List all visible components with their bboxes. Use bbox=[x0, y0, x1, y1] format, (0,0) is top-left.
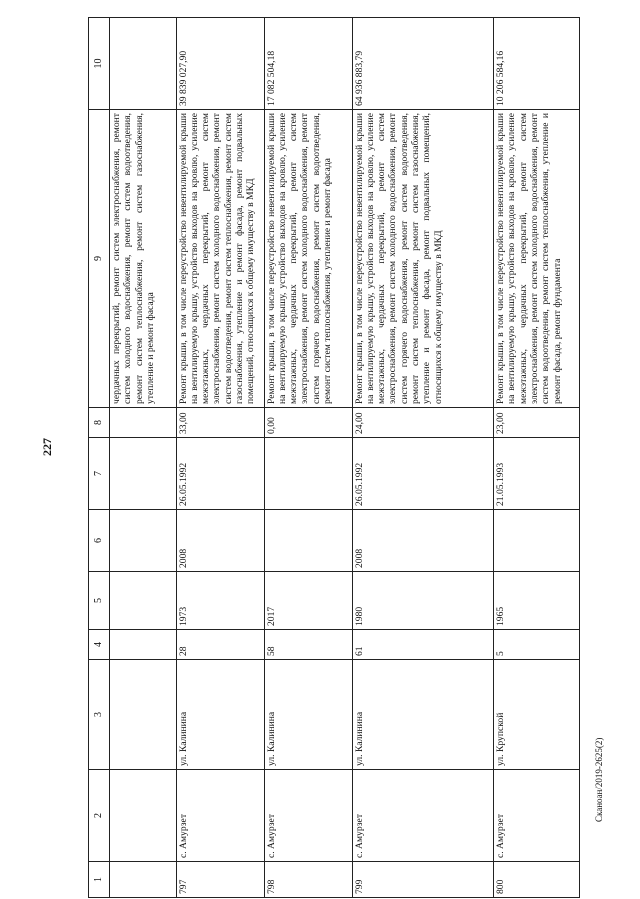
header-cell: 8 bbox=[89, 408, 110, 438]
year-built-cell: 2017 bbox=[264, 572, 352, 630]
date-cell: 21.05.1993 bbox=[494, 438, 580, 510]
wear-cell: 33,00 bbox=[176, 408, 264, 438]
row-number: 800 bbox=[494, 862, 580, 898]
sum-cell: 39 839 027,90 bbox=[176, 18, 264, 110]
table-row bbox=[494, 18, 580, 898]
header-row bbox=[89, 18, 110, 898]
header-cell: 2 bbox=[89, 770, 110, 862]
sum-cell: 64 936 883,79 bbox=[352, 18, 494, 110]
settlement-cell: с. Амурзет bbox=[352, 770, 494, 862]
house-cell: 5 bbox=[494, 630, 580, 660]
street-cell: ул. Калинина bbox=[176, 660, 264, 770]
date-cell: 26.05.1992 bbox=[176, 438, 264, 510]
repair-program-table bbox=[88, 17, 580, 898]
table-row bbox=[352, 18, 494, 898]
works-cell: Ремонт крыши, в том числе переустройство невентилируемой крыши на вентилируемую крышу, устройство выходов на кровлю, усиление межэтажных, чердачных перекрытий, ремонт систем электроснабжения, ремонт систем холодного водоснабжения, ремонт систем горячего водоснабжения, ремонт систем водоотведения, ремонт систем теплоснабжения, ремонт систем газоснабжения, утепление и ремонт фасада, ремонт подвальных помещений, относящихся к общему имуществу в МКД bbox=[352, 110, 494, 408]
row-number: 798 bbox=[264, 862, 352, 898]
year-cell: 2008 bbox=[176, 510, 264, 572]
works-cell: Ремонт крыши, в том числе переустройство невентилируемой крыши на вентилируемую крышу, устройство выходов на кровлю, усиление межэтажных, чердачных перекрытий, ремонт систем электроснабжения, ремонт систем холодного водоснабжения, ремонт систем горячего водоснабжения, ремонт систем водоотведения, ремонт систем теплоснабжения, утепление и ремонт фасада bbox=[264, 110, 352, 408]
header-cell: 5 bbox=[89, 572, 110, 630]
table-row bbox=[264, 18, 352, 898]
year-cell bbox=[494, 510, 580, 572]
header-cell: 1 bbox=[89, 862, 110, 898]
settlement-cell: с. Амурзет bbox=[176, 770, 264, 862]
house-cell: 58 bbox=[264, 630, 352, 660]
works-cell: Ремонт крыши, в том числе переустройство невентилируемой крыши на вентилируемую крышу, устройство выходов на кровлю, усиление межэтажных, чердачных перекрытий, ремонт систем электроснабжения, ремонт систем холодного водоснабжения, ремонт систем водоотведения, ремонт систем теплоснабжения, ремонт систем газоснабжения, утепление и ремонт фасада, ремонт подвальных помещений, относящихся к общему имуществу в МКД bbox=[176, 110, 264, 408]
header-cell: 10 bbox=[89, 18, 110, 110]
continuation-works-cell: чердачных перекрытий, ремонт систем электроснабжения, ремонт систем холодного водоснабжения, ремонт систем водоотведения, ремонт систем теплоснабжения, ремонт систем газоснабжения, утепление и ремонт фасада bbox=[110, 110, 177, 408]
year-cell bbox=[264, 510, 352, 572]
wear-cell: 0,00 bbox=[264, 408, 352, 438]
continuation-row bbox=[110, 18, 177, 898]
row-number: 799 bbox=[352, 862, 494, 898]
rotated-table-wrapper bbox=[88, 18, 580, 898]
row-number: 797 bbox=[176, 862, 264, 898]
street-cell: ул. Калинина bbox=[264, 660, 352, 770]
sum-cell: 10 206 584,16 bbox=[494, 18, 580, 110]
header-cell: 7 bbox=[89, 438, 110, 510]
year-built-cell: 1965 bbox=[494, 572, 580, 630]
house-cell: 28 bbox=[176, 630, 264, 660]
header-cell: 3 bbox=[89, 660, 110, 770]
table-row bbox=[176, 18, 264, 898]
header-cell: 9 bbox=[89, 110, 110, 408]
year-cell: 2008 bbox=[352, 510, 494, 572]
wear-cell: 23,00 bbox=[494, 408, 580, 438]
settlement-cell: с. Амурзет bbox=[264, 770, 352, 862]
document-code: Сканоан/2019-2625(2) bbox=[594, 737, 604, 823]
street-cell: ул. Крупской bbox=[494, 660, 580, 770]
settlement-cell: с. Амурзет bbox=[494, 770, 580, 862]
street-cell: ул. Калинина bbox=[352, 660, 494, 770]
date-cell bbox=[264, 438, 352, 510]
works-cell: Ремонт крыши, в том числе переустройство невентилируемой крыши на вентилируемую крышу, устройство выходов на кровлю, усиление межэтажных, чердачных перекрытий, ремонт систем электроснабжения, ремонт систем холодного водоснабжения, ремонт систем водоотведения, ремонт систем теплоснабжения, утепление и ремонт фасада, ремонт фундамента bbox=[494, 110, 580, 408]
year-built-cell: 1973 bbox=[176, 572, 264, 630]
page-number: 227 bbox=[40, 438, 54, 456]
house-cell: 61 bbox=[352, 630, 494, 660]
wear-cell: 24,00 bbox=[352, 408, 494, 438]
sum-cell: 17 082 504,18 bbox=[264, 18, 352, 110]
year-built-cell: 1980 bbox=[352, 572, 494, 630]
header-cell: 6 bbox=[89, 510, 110, 572]
date-cell: 26.05.1992 bbox=[352, 438, 494, 510]
header-cell: 4 bbox=[89, 630, 110, 660]
